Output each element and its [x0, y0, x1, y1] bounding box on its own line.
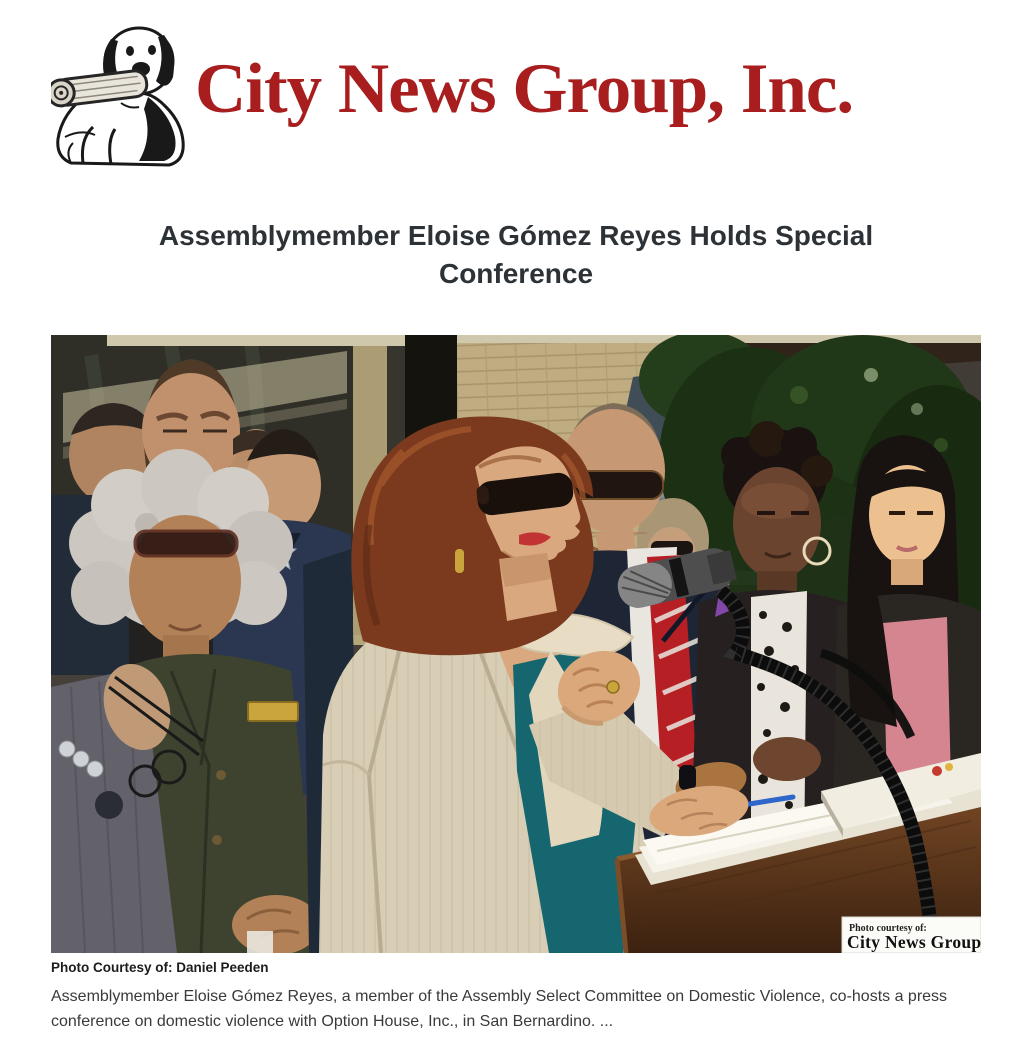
press-conference-photo — [51, 335, 981, 953]
article-photo — [51, 335, 981, 953]
photo-caption: Assemblymember Eloise Gómez Reyes, a member of the Assembly Select Committee on Domestic Violence, co-hosts a press conference on domestic violence with Option House, Inc., in San Bernardino. ... — [51, 988, 948, 1030]
article-headline: Assemblymember Eloise Gómez Reyes Holds Special Conference — [158, 220, 874, 289]
dog-with-newspaper-icon — [51, 17, 193, 175]
watermark-line2: City News Group — [847, 932, 981, 952]
photo-credit: Photo Courtesy of: Daniel Peeden — [51, 960, 269, 975]
brand-wordmark: City News Group, Inc. — [195, 49, 854, 128]
watermark-line1: Photo courtesy of: — [849, 923, 927, 934]
photo-watermark — [842, 917, 981, 953]
site-logo[interactable] — [51, 0, 981, 177]
